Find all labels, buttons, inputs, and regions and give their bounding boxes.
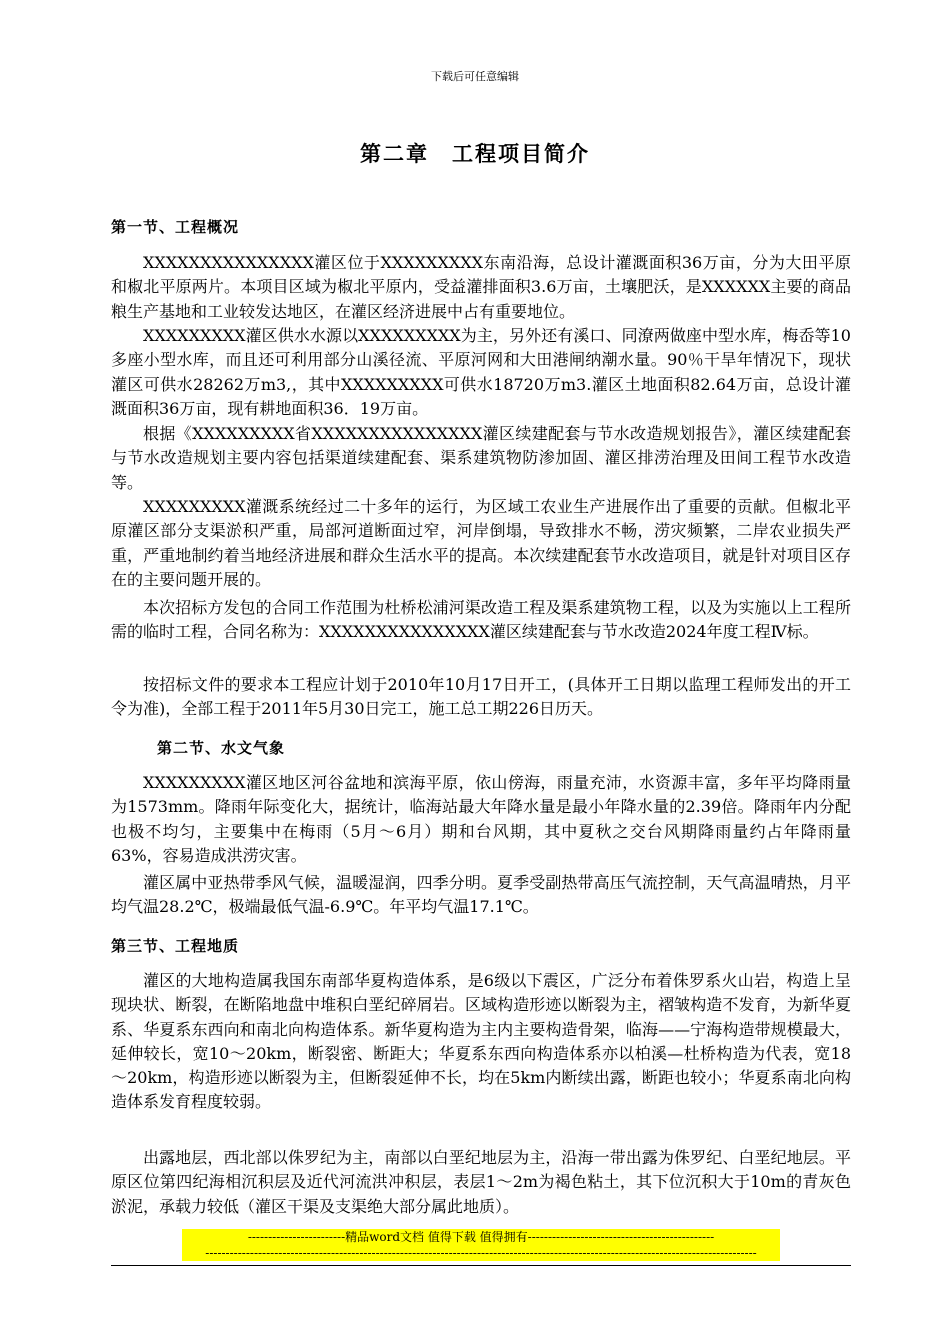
header-note: 下载后可任意编辑 xyxy=(431,70,519,83)
paragraph: 根据《XXXXXXXXX省XXXXXXXXXXXXXXX灌区续建配套与节水改造规划报告》，灌区续建配套与节水改造规划主要内容包括渠道续建配套、渠系建筑物防渗加固、灌区排涝治理及田间工程节水改造等。 xyxy=(111,424,851,492)
paragraph: 灌区的大地构造属我国东南部华夏构造体系，是6级以下震区，广泛分布着侏罗系火山岩，构造上呈现块状、断裂，在断陷地盘中堆积白垩纪碎屑岩。区域构造形迹以断裂为主，褶皱构造不发育，为新华夏系、华夏系东西向和南北向构造体系。新华夏构造为主内主要构造骨架，临海——宁海构造带规模最大，延伸较长，宽10～20km，断裂密、断距大；华夏系东西向构造体系亦以柏溪—杜桥构造为代表，宽18～20km，构造形迹以断裂为主，但断裂延伸不长，均在5km内断续出露，断距也较小；华夏系南北向构造体系发育程度较弱。 xyxy=(111,971,851,1112)
paragraph: 出露地层，西北部以侏罗纪为主，南部以白垩纪地层为主，沿海一带出露为侏罗纪、白垩纪地层。平原区位第四纪海相沉积层及近代河流洪冲积层，表层1～2m为褐色粘土，其下位沉积大于10m的青灰色淤泥，承载力较低（灌区干渠及支渠绝大部分属此地质）。 xyxy=(111,1148,851,1216)
paragraph: XXXXXXXXX灌溉系统经过二十多年的运行，为区域工农业生产进展作出了重要的贡献。但椒北平原灌区部分支渠淤积严重，局部河道断面过窄，河岸倒塌，导致排水不畅，涝灾频繁，二岸农业损失严重，严重地制约着当地经济进展和群众生活水平的提高。本次续建配套节水改造项目，就是针对项目区存在的主要问题开展的。 xyxy=(111,497,851,589)
paragraph: XXXXXXXXX灌区地区河谷盆地和滨海平原，依山傍海，雨量充沛，水资源丰富，多年平均降雨量为1573mm。降雨年际变化大，据统计，临海站最大年降水量是最小年降水量的2.39倍。降雨年内分配也极不均匀，主要集中在梅雨（5月～6月）期和台风期，其中夏秋之交台风期降雨量约占年降雨量63%，容易造成洪涝灾害。 xyxy=(111,773,851,865)
footer-banner-line-2: ---------------------------------------------------------------------------------------------------------------------------------------- xyxy=(182,1245,780,1261)
section-heading-2: 第二节、水文气象 xyxy=(157,739,286,757)
section-heading-1: 第一节、工程概况 xyxy=(111,218,240,236)
paragraph: 按招标文件的要求本工程应计划于2010年10月17日开工，(具体开工日期以监理工程师发出的开工令为准)，全部工程于2011年5月30日完工，施工总工期226日历天。 xyxy=(111,675,851,719)
section-heading-3: 第三节、工程地质 xyxy=(111,937,240,955)
paragraph: 本次招标方发包的合同工作范围为杜桥松浦河渠改造工程及渠系建筑物工程，以及为实施以上工程所需的临时工程，合同名称为：XXXXXXXXXXXXXXX灌区续建配套与节水改造2024年度工程Ⅳ标。 xyxy=(111,598,851,642)
paragraph: XXXXXXXXXXXXXXX灌区位于XXXXXXXXX东南沿海，总设计灌溉面积36万亩，分为大田平原和椒北平原两片。本项目区域为椒北平原内，受益灌排面积3.6万亩，土壤肥沃，是XXXXXX主要的商品粮生产基地和工业较发达地区，在灌区经济进展中占有重要地位。 xyxy=(111,253,851,321)
paragraph: 灌区属中亚热带季风气候，温暖湿润，四季分明。夏季受副热带高压气流控制，天气高温晴热，月平均气温28.2℃，极端最低气温-6.9℃。年平均气温17.1℃。 xyxy=(111,873,851,917)
chapter-title: 第二章 工程项目简介 xyxy=(360,142,590,166)
footer-divider xyxy=(111,1265,851,1266)
paragraph: XXXXXXXXX灌区供水水源以XXXXXXXXX为主，另外还有溪口、同潦两做座中型水库，梅岙等10多座小型水库，而且还可利用部分山溪径流、平原河网和大田港闸纳潮水量。90％干旱年情况下，现状灌区可供水28262万m3,，其中XXXXXXXXX可供水18720万m3.灌区土地面积82.64万亩，总设计灌溉面积36万亩，现有耕地面积36．19万亩。 xyxy=(111,326,851,418)
footer-banner-line-1: ------------------------精品word文档 值得下载 值得拥有---------------------------------------------- xyxy=(182,1229,780,1245)
